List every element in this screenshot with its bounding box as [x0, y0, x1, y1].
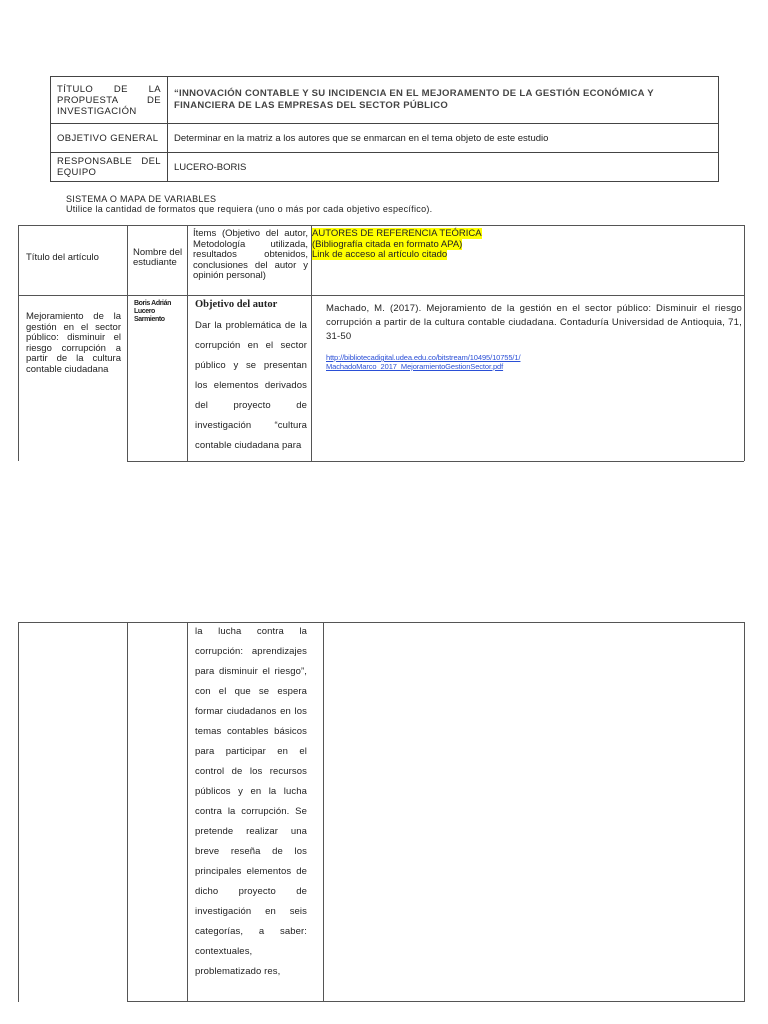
label-line: PROPUESTA DE [57, 94, 161, 106]
label-line: EQUIPO [57, 167, 97, 178]
link-line[interactable]: http://bibliotecadigital.udea.edu.co/bitstream/10495/10755/1/ [326, 353, 521, 362]
table-border [187, 225, 188, 461]
label-line: RESPONSABLE DEL [57, 156, 161, 167]
header-label-titulo [51, 77, 168, 124]
header-value-objetivo: Determinar en la matriz a los autores que se enmarcan en el tema objeto de este estudio [168, 124, 719, 153]
row-reference: Machado, M. (2017). Mejoramiento de la gestión en el sector público: Disminuir el riesgo corrupción a partir de la cultura contable ciudadana. Contaduría Universidad de Antioquia, 71, 31-50 [326, 303, 742, 342]
header-value-titulo: “INNOVACIÓN CONTABLE Y SU INCIDENCIA EN EL MEJORAMENTO DE LA GESTIÓN ECONÓMICA Y FINANCIERA DE LAS EMPRESAS DEL SECTOR PÚBLICO [168, 77, 719, 124]
label-line: TÍTULO DE LA [57, 83, 161, 95]
sistema-instructions: Utilice la cantidad de formatos que requiera (uno o más por cada objetivo específico). [66, 204, 433, 214]
sistema-text [66, 194, 433, 214]
label-line: OBJETIVO GENERAL [57, 132, 159, 144]
col-header-items: Ítems (Objetivo del autor, Metodología utilizada, resultados obtenidos, conclusiones del autor y opinión personal) [193, 228, 308, 281]
col-header-nombre: Nombre del estudiante [133, 247, 183, 268]
table-border [187, 622, 188, 1002]
table-border [127, 622, 128, 1002]
table-border [323, 622, 324, 1002]
sistema-title: SISTEMA O MAPA DE VARIABLES [66, 194, 217, 204]
table-border [18, 225, 19, 461]
header-row-titulo [51, 77, 719, 124]
row-items-text: Dar la problemática de la corrupción en el sector público y se presentan los elementos derivados del proyecto de investigación “cultura contable ciudadana para [195, 320, 307, 451]
header-row-responsable [51, 153, 719, 182]
autores-line: Link de acceso al artículo citado [312, 249, 448, 260]
header-table [50, 76, 719, 182]
header-value-responsable: LUCERO-BORIS [168, 153, 719, 182]
row-titulo: Mejoramiento de la gestión en el sector público: disminuir el riesgo corrupción a partir de la cultura contable ciudadana [26, 311, 121, 375]
header-row-objetivo [51, 124, 719, 153]
table-border [127, 461, 744, 462]
col-header-autores [312, 229, 732, 261]
table-border [18, 622, 19, 1002]
table-border [744, 622, 745, 1002]
table-border [127, 225, 128, 461]
table-border [744, 225, 745, 461]
link-line[interactable]: MachadoMarco_2017_MejoramientoGestionSector.pdf [326, 362, 504, 371]
col-header-titulo: Título del artículo [26, 252, 99, 263]
label-line: INVESTIGACIÓN [57, 105, 137, 117]
autores-line: (Bibliografía citada en formato APA) [312, 238, 463, 250]
autores-line: AUTORES DE REFERENCIA TEÓRICA [312, 228, 482, 239]
row-items-text-continued: la lucha contra la corrupción: aprendizajes para disminuir el riesgo”, con el que se espera formar ciudadanos en los temas contables básicos para participar en el control de los recursos públicos y en la lucha contra la corrupción. Se pretende realizar una breve reseña de los principales elementos de dicho proyecto de investigación en seis categorías, a saber: contextuales, problematizado res, [195, 626, 307, 977]
header-label-responsable [51, 153, 168, 182]
header-label-objetivo [51, 124, 168, 153]
row-items-heading: Objetivo del autor [195, 299, 278, 310]
table-border [127, 1001, 744, 1002]
row-nombre: Boris Adrián Lucero Sarmiento [134, 300, 171, 323]
row-link[interactable] [326, 353, 742, 371]
